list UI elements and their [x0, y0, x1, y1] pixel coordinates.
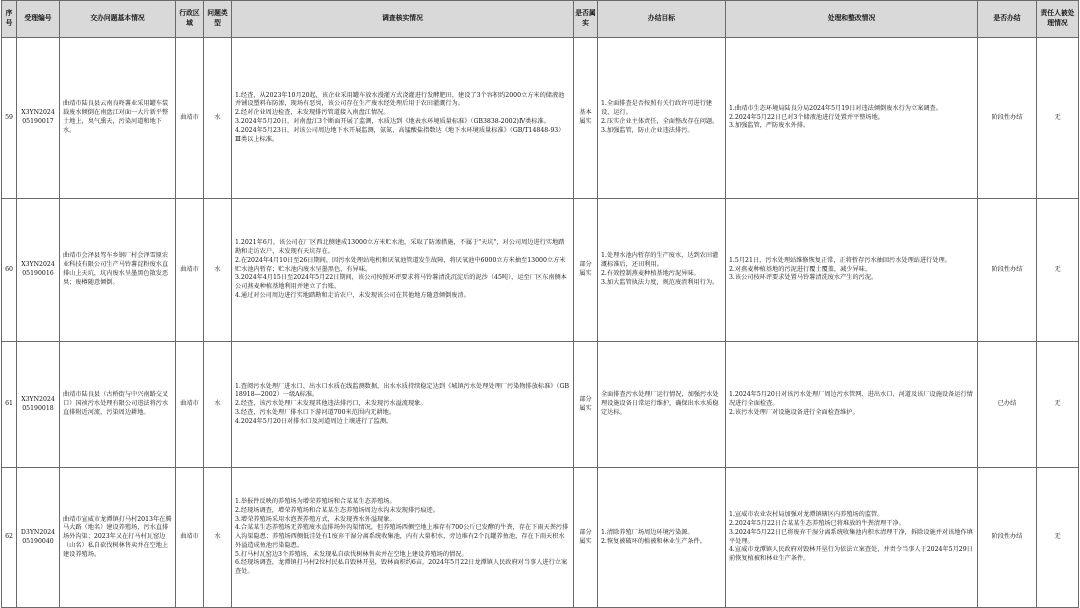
cell-verified: 部分属实: [574, 342, 598, 468]
cell-closed: 阶段性办结: [978, 199, 1037, 342]
cell-accountability: 无: [1037, 468, 1079, 608]
cell-investigation: 1.举报件反映的养殖场为增荣养殖场和合某某生态养殖场。 2.经现场调查，增荣养殖场和合某某生态养殖场周边水沟未发现排污痕迹。 3.增荣养殖场采用水泡粪养殖方式，未发现粪水外溢现象。 4.合某某生态养殖场无养殖废水直排场外沟渠情况，但养殖场西侧空地上堆存有700公斤已发酵的牛粪，存在下雨天粪污排入沟渠隐患；养殖场西侧低洼处有1废弃干湿分离系统收集池，内有大量积水，旁边堆有2个瓦罐养鱼池，存在下雨天积水外溢造成鱼池污染隐患。 5.打马村瓦窑边3个养殖场，未发现私自砍伐树林售卖并在空地上建设养殖场的情况。 6.经现场调查，龙潭镇打马村2位村民私自毁林开垦，毁林面积约6亩，2024年5月22日龙潭镇人民政府对当事人进行立案查处。: [232, 468, 574, 608]
cell-handling: 1.宣威市农业农村局加强对龙潭镇辖区内养殖场的监管。 2.2024年5月22日合某某生态养殖场已将堆放的牛粪清理干净。 3.2024年5月22日已将废弃干湿分离系统收集池内积水清理干净，拆除设施并对该地作填平处理。 4.宣威市龙潭镇人民政府对毁林开垦行为依法立案查处，并责令当事人于2024年5月29日前恢复植被和林业生产条件。: [726, 468, 978, 608]
header-issue: 交办问题基本情况: [60, 1, 176, 38]
cell-code: X3YN2024 05190017: [17, 38, 60, 199]
header-accountability: 责任人被处理情况: [1037, 1, 1079, 38]
header-handling: 处理和整改情况: [726, 1, 978, 38]
cell-closed: 阶段性办结: [978, 468, 1037, 608]
cell-handling: 1.曲靖市生态环境局陆良分局2024年5月19日对违法倾倒废水行为立案调查。 2.2024年5月22日已对3个储液池进行处置并平整场地。 3.加强监管，严防废水外排。: [726, 38, 978, 199]
header-investigation: 调查核实情况: [232, 1, 574, 38]
header-row: [2, 1, 1079, 38]
cell-type: 水: [204, 342, 232, 468]
cell-seq: 59: [2, 38, 17, 199]
header-verified: 是否属实: [574, 1, 598, 38]
cell-closed: 已办结: [978, 342, 1037, 468]
cell-accountability: 无: [1037, 38, 1079, 199]
cell-verified: 基本属实: [574, 38, 598, 199]
cell-code: D3YN2024 05190040: [17, 468, 60, 608]
header-closed: 是否办结: [978, 1, 1037, 38]
cell-code: X3YN2024 05190016: [17, 199, 60, 342]
cell-seq: 62: [2, 468, 17, 608]
cell-verified: 部分属实: [574, 199, 598, 342]
cell-region: 曲靖市: [176, 468, 204, 608]
cell-verified: 部分属实: [574, 468, 598, 608]
cell-investigation: 1.经查，从2023年10月20起，该企业采用罐车放水漫灌方式浇灌进行发酵肥田，建设了3个容积约2000立方米的储液池并铺设塑料布防渗，现场有恶臭，该公司存在生产废水经处理后用于农田灌溉行为。 2.经对企业周边检查，未发现排污管道接入南盘江情况。 3.2024年5月20日，对南盘江3个断面开展了监测，水质达到《地表水环境质量标准》（GB3838-2002)Ⅳ类标准。 4.2024年5月23日，对该公司周边地下水开展监测，氨氮、高锰酸盐指数达《地下水环境质量标准》（GB/T14848-93）Ⅲ类以上标准。: [232, 38, 574, 199]
cell-goal: 1.处理水池内暂存的生产废水，达到农田灌溉标准后，还田利用。 2.有效控制燕麦种植基地污泥异味。 3.加大监管执法力度，规范废渣利用行为。: [598, 199, 726, 342]
cell-issue: 曲靖市陆良县（古桥街与中兴南路交叉口）国祯污水处理有限公司违法将污水直排附近河流，污染周边耕地。: [60, 342, 176, 468]
cell-type: 水: [204, 468, 232, 608]
cell-seq: 60: [2, 199, 17, 342]
cell-code: X3YN2024 05190018: [17, 342, 60, 468]
cell-type: 水: [204, 199, 232, 342]
table-row: [2, 38, 1079, 199]
cell-investigation: 1.2021年6月，该公司在厂区西北侧建成13000立方米贮水池，采取了防渗措施，不属于"天坑"，对公司周边进行实地踏勘和走访农户，未发现有天坑存在。 2.在2024年4月10日至26日期间，因污水处理站电机和厌氧池管道发生故障，将厌氧池中6000立方米抽至13000立方米贮水池内暂存；贮水池内废水呈墨黑色，有异味。 3.2024年4月15日至2024年5月22日期间，该公司按照环评要求将马铃薯清洗沉淀后的泥沙（45吨），运至厂区东南侧本公司燕麦种植基地利用并建立了台账。 4.通过对公司周边进行实地踏勘和走访农户，未发现该公司在其他地方随意倾倒废渣。: [232, 199, 574, 342]
cell-accountability: 无: [1037, 342, 1079, 468]
cell-handling: 1.2024年5月20日对该污水处理厂周边污水管网、进出水口、河道及该厂设施设备运行情况进行全面检查。 2.该污水处理厂对设施设备进行全面检查维护。: [726, 342, 978, 468]
cell-issue: 曲靖市宣威市龙潭镇打马村2013年在腾马大路（地名）建设养殖场，污水直排场外沟渠；2023年又在打马村瓦窑边（山名）私自砍伐树林售卖并在空地上建设养殖场。: [60, 468, 176, 608]
cell-accountability: 无: [1037, 199, 1079, 342]
cell-region: 曲靖市: [176, 342, 204, 468]
cell-investigation: 1.查阅污水处理厂进水口、出水口水质在线监测数据，出水水质持续稳定达到《城镇污水处理处理厂污染物排放标准》（GB18918—2002）一级A标准。 2.经查，该污水处理厂未发现其他违法排污口，未发现污水溢流现象。 3.经查，污水处理厂排水口下游河道700米范围内无耕地。 4.2024年5月20日对排水口及河道周边土壤进行了监测。: [232, 342, 574, 468]
cell-closed: 阶段性办结: [978, 38, 1037, 199]
header-goal: 办结目标: [598, 1, 726, 38]
cell-handling: 1.5月21日，污水处理站维修恢复正常，正将暂存污水抽回污水处理站进行处理。 2.对燕麦种植基地的污泥进行覆土覆盖，减少异味。 3.该公司按环评要求处置马铃薯清洗废水产生的污泥。: [726, 199, 978, 342]
table-row: [2, 199, 1079, 342]
cell-goal: 1.清除养殖厂场周边环境污染源。 2.恢复被破坏的植被和林业生产条件。: [598, 468, 726, 608]
header-seq: 序号: [2, 1, 17, 38]
cell-issue: 曲靖市会泽县驾车乡钢厂村会泽雪原农业科技有限公司生产马铃薯淀粉废水直排山上天坑，坑内废水呈墨黑色散发恶臭；废樽随意倾倒。: [60, 199, 176, 342]
header-type: 问题类型: [204, 1, 232, 38]
cell-issue: 曲靖市陆良县云南良咚薯业采用罐车装载废水倾倒在南盘江对面一大片新平整土地上，臭气熏天，污染河道和地下水。: [60, 38, 176, 199]
cell-region: 曲靖市: [176, 38, 204, 199]
cell-goal: 全面排查污水处理厂运行情况，加强污水处理设施设备日常运行维护，确保出水水质稳定达标。: [598, 342, 726, 468]
cell-type: 水: [204, 38, 232, 199]
table-row: [2, 468, 1079, 608]
header-region: 行政区域: [176, 1, 204, 38]
case-table: [1, 0, 1079, 608]
header-code: 受理编号: [17, 1, 60, 38]
cell-region: 曲靖市: [176, 199, 204, 342]
cell-goal: 1.全面排查是否按照有关行政许可进行建设、运行。 2.压实企业主体责任，全面整改存在问题。 3.加强监管，防止企业违法排污。: [598, 38, 726, 199]
cell-seq: 61: [2, 342, 17, 468]
table-row: [2, 342, 1079, 468]
